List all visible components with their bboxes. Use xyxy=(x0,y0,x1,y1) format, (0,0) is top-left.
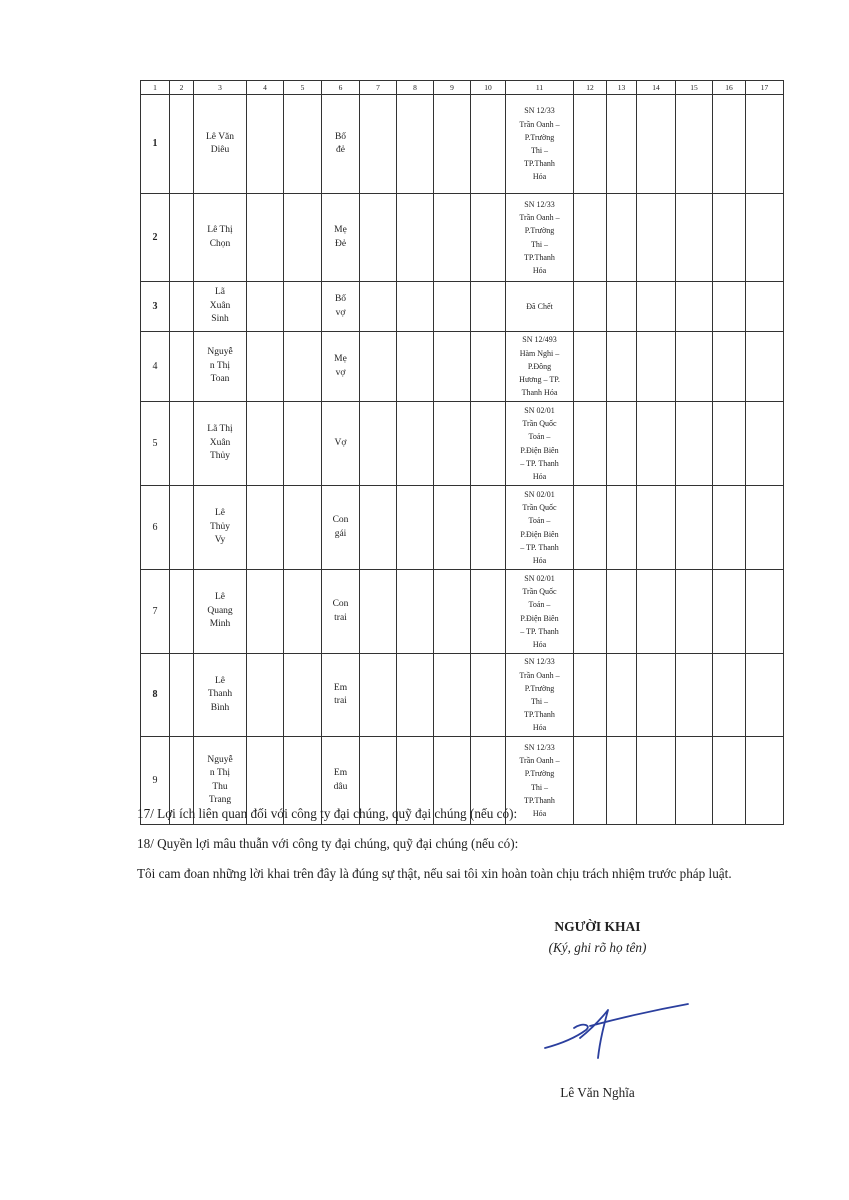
empty-cell xyxy=(637,654,676,737)
empty-cell xyxy=(574,194,607,282)
person-name: Lê Thủy Vy xyxy=(194,486,247,570)
column-number-row xyxy=(141,81,784,95)
empty-cell xyxy=(713,282,746,332)
relationship: Bố vợ xyxy=(322,282,360,332)
column-number: 10 xyxy=(471,81,506,95)
table-row xyxy=(141,282,784,332)
relationship: Em dâu xyxy=(322,737,360,825)
empty-cell xyxy=(247,486,284,570)
row-number: 2 xyxy=(141,194,170,282)
empty-cell xyxy=(360,570,397,654)
empty-cell xyxy=(471,332,506,402)
empty-cell xyxy=(607,95,637,194)
address: SN 12/33 Trần Oanh – P.Trường Thi – TP.Thanh Hóa xyxy=(506,194,574,282)
relationship: Vợ xyxy=(322,402,360,486)
empty-cell xyxy=(397,654,434,737)
empty-cell xyxy=(170,654,194,737)
empty-cell xyxy=(434,486,471,570)
table-row xyxy=(141,95,784,194)
empty-cell xyxy=(713,95,746,194)
empty-cell xyxy=(637,95,676,194)
empty-cell xyxy=(746,332,784,402)
empty-cell xyxy=(574,282,607,332)
empty-cell xyxy=(397,332,434,402)
empty-cell xyxy=(397,402,434,486)
column-number: 1 xyxy=(141,81,170,95)
empty-cell xyxy=(676,654,713,737)
empty-cell xyxy=(397,194,434,282)
empty-cell xyxy=(637,486,676,570)
table-row xyxy=(141,402,784,486)
empty-cell xyxy=(607,282,637,332)
empty-cell xyxy=(637,570,676,654)
column-number: 2 xyxy=(170,81,194,95)
empty-cell xyxy=(607,194,637,282)
relationship: Con gái xyxy=(322,486,360,570)
table-row xyxy=(141,486,784,570)
empty-cell xyxy=(471,282,506,332)
empty-cell xyxy=(574,654,607,737)
empty-cell xyxy=(746,194,784,282)
empty-cell xyxy=(434,194,471,282)
person-name: Lê Thị Chọn xyxy=(194,194,247,282)
empty-cell xyxy=(676,332,713,402)
empty-cell xyxy=(247,95,284,194)
row-number: 3 xyxy=(141,282,170,332)
empty-cell xyxy=(434,570,471,654)
empty-cell xyxy=(676,282,713,332)
empty-cell xyxy=(676,402,713,486)
column-number: 13 xyxy=(607,81,637,95)
empty-cell xyxy=(170,194,194,282)
empty-cell xyxy=(574,570,607,654)
empty-cell xyxy=(713,194,746,282)
empty-cell xyxy=(360,654,397,737)
empty-cell xyxy=(360,402,397,486)
person-name: Lã Thị Xuân Thủy xyxy=(194,402,247,486)
person-name: Nguyễ n Thị Toan xyxy=(194,332,247,402)
empty-cell xyxy=(713,654,746,737)
item-17-text: 17/ Lợi ích liên quan đối với công ty đại chúng, quỹ đại chúng (nếu có): xyxy=(137,806,518,821)
empty-cell xyxy=(607,486,637,570)
empty-cell xyxy=(247,332,284,402)
table-row xyxy=(141,654,784,737)
empty-cell xyxy=(170,486,194,570)
relationship: Bố đẻ xyxy=(322,95,360,194)
empty-cell xyxy=(397,486,434,570)
empty-cell xyxy=(284,486,322,570)
column-number: 15 xyxy=(676,81,713,95)
empty-cell xyxy=(360,282,397,332)
handwritten-signature xyxy=(540,1000,690,1060)
empty-cell xyxy=(471,570,506,654)
empty-cell xyxy=(607,332,637,402)
person-name: Lã Xuân Sinh xyxy=(194,282,247,332)
column-number: 17 xyxy=(746,81,784,95)
signer-note: (Ký, ghi rõ họ tên) xyxy=(548,940,647,955)
empty-cell xyxy=(170,282,194,332)
empty-cell xyxy=(170,332,194,402)
empty-cell xyxy=(574,486,607,570)
empty-cell xyxy=(434,332,471,402)
empty-cell xyxy=(170,95,194,194)
empty-cell xyxy=(247,282,284,332)
row-number: 9 xyxy=(141,737,170,825)
empty-cell xyxy=(607,402,637,486)
empty-cell xyxy=(746,282,784,332)
empty-cell xyxy=(637,332,676,402)
signer-name: Lê Văn Nghĩa xyxy=(560,1085,635,1100)
column-number: 3 xyxy=(194,81,247,95)
column-number: 12 xyxy=(574,81,607,95)
empty-cell xyxy=(574,95,607,194)
person-name: Lê Thanh Bình xyxy=(194,654,247,737)
empty-cell xyxy=(247,194,284,282)
relationship: Mẹ vợ xyxy=(322,332,360,402)
empty-cell xyxy=(434,95,471,194)
column-number: 4 xyxy=(247,81,284,95)
relationship: Con trai xyxy=(322,570,360,654)
address: SN 12/33 Trần Oanh – P.Trường Thi – TP.Thanh Hóa xyxy=(506,95,574,194)
empty-cell xyxy=(746,570,784,654)
empty-cell xyxy=(247,654,284,737)
empty-cell xyxy=(574,402,607,486)
column-number: 9 xyxy=(434,81,471,95)
row-number: 1 xyxy=(141,95,170,194)
empty-cell xyxy=(471,402,506,486)
related-persons-table xyxy=(140,80,784,825)
person-name: Lê Văn Diêu xyxy=(194,95,247,194)
empty-cell xyxy=(284,332,322,402)
empty-cell xyxy=(284,402,322,486)
address: SN 12/33 Trần Oanh – P.Trường Thi – TP.Thanh Hóa xyxy=(506,654,574,737)
address: SN 02/01 Trần Quốc Toản – P.Điện Biên – TP. Thanh Hóa xyxy=(506,570,574,654)
row-number: 4 xyxy=(141,332,170,402)
row-number: 8 xyxy=(141,654,170,737)
empty-cell xyxy=(434,654,471,737)
address: SN 12/493 Hàm Nghi – P.Đông Hương – TP. Thanh Hóa xyxy=(506,332,574,402)
empty-cell xyxy=(713,402,746,486)
empty-cell xyxy=(607,654,637,737)
column-number: 8 xyxy=(397,81,434,95)
empty-cell xyxy=(637,402,676,486)
empty-cell xyxy=(676,486,713,570)
empty-cell xyxy=(637,194,676,282)
empty-cell xyxy=(746,95,784,194)
empty-cell xyxy=(397,282,434,332)
table-row xyxy=(141,570,784,654)
empty-cell xyxy=(284,654,322,737)
empty-cell xyxy=(247,402,284,486)
column-number: 5 xyxy=(284,81,322,95)
person-name: Nguyễ n Thị Thu Trang xyxy=(194,737,247,825)
empty-cell xyxy=(247,570,284,654)
empty-cell xyxy=(397,570,434,654)
empty-cell xyxy=(170,402,194,486)
empty-cell xyxy=(360,486,397,570)
empty-cell xyxy=(397,95,434,194)
empty-cell xyxy=(434,402,471,486)
column-number: 16 xyxy=(713,81,746,95)
empty-cell xyxy=(746,654,784,737)
item-18-text: 18/ Quyền lợi mâu thuẫn với công ty đại chúng, quỹ đại chúng (nếu có): xyxy=(137,836,519,851)
column-number: 6 xyxy=(322,81,360,95)
empty-cell xyxy=(360,332,397,402)
row-number: 5 xyxy=(141,402,170,486)
empty-cell xyxy=(676,570,713,654)
column-number: 14 xyxy=(637,81,676,95)
empty-cell xyxy=(713,486,746,570)
signer-title: NGƯỜI KHAI xyxy=(554,919,641,934)
empty-cell xyxy=(284,570,322,654)
empty-cell xyxy=(360,194,397,282)
address: SN 12/33 Trần Oanh – P.Trường Thi – TP.Thanh Hóa xyxy=(506,737,574,825)
empty-cell xyxy=(676,194,713,282)
empty-cell xyxy=(746,486,784,570)
column-number: 11 xyxy=(506,81,574,95)
empty-cell xyxy=(284,95,322,194)
table-row xyxy=(141,194,784,282)
empty-cell xyxy=(574,332,607,402)
relationship: Mẹ Đẻ xyxy=(322,194,360,282)
person-name: Lê Quang Minh xyxy=(194,570,247,654)
empty-cell xyxy=(284,194,322,282)
empty-cell xyxy=(471,95,506,194)
table-row xyxy=(141,332,784,402)
empty-cell xyxy=(607,570,637,654)
row-number: 6 xyxy=(141,486,170,570)
empty-cell xyxy=(471,194,506,282)
empty-cell xyxy=(713,570,746,654)
empty-cell xyxy=(471,654,506,737)
empty-cell xyxy=(676,95,713,194)
column-number: 7 xyxy=(360,81,397,95)
empty-cell xyxy=(434,282,471,332)
empty-cell xyxy=(471,486,506,570)
address: Đã Chết xyxy=(506,282,574,332)
relationship: Em trai xyxy=(322,654,360,737)
row-number: 7 xyxy=(141,570,170,654)
empty-cell xyxy=(746,402,784,486)
empty-cell xyxy=(284,282,322,332)
address: SN 02/01 Trần Quốc Toản – P.Điện Biên – TP. Thanh Hóa xyxy=(506,486,574,570)
empty-cell xyxy=(360,95,397,194)
empty-cell xyxy=(170,570,194,654)
empty-cell xyxy=(637,282,676,332)
commitment-text: Tôi cam đoan những lời khai trên đây là đúng sự thật, nếu sai tôi xin hoàn toàn chịu trách nhiệm trước pháp luật. xyxy=(137,866,732,881)
empty-cell xyxy=(713,332,746,402)
address: SN 02/01 Trần Quốc Toản – P.Điện Biên – TP. Thanh Hóa xyxy=(506,402,574,486)
